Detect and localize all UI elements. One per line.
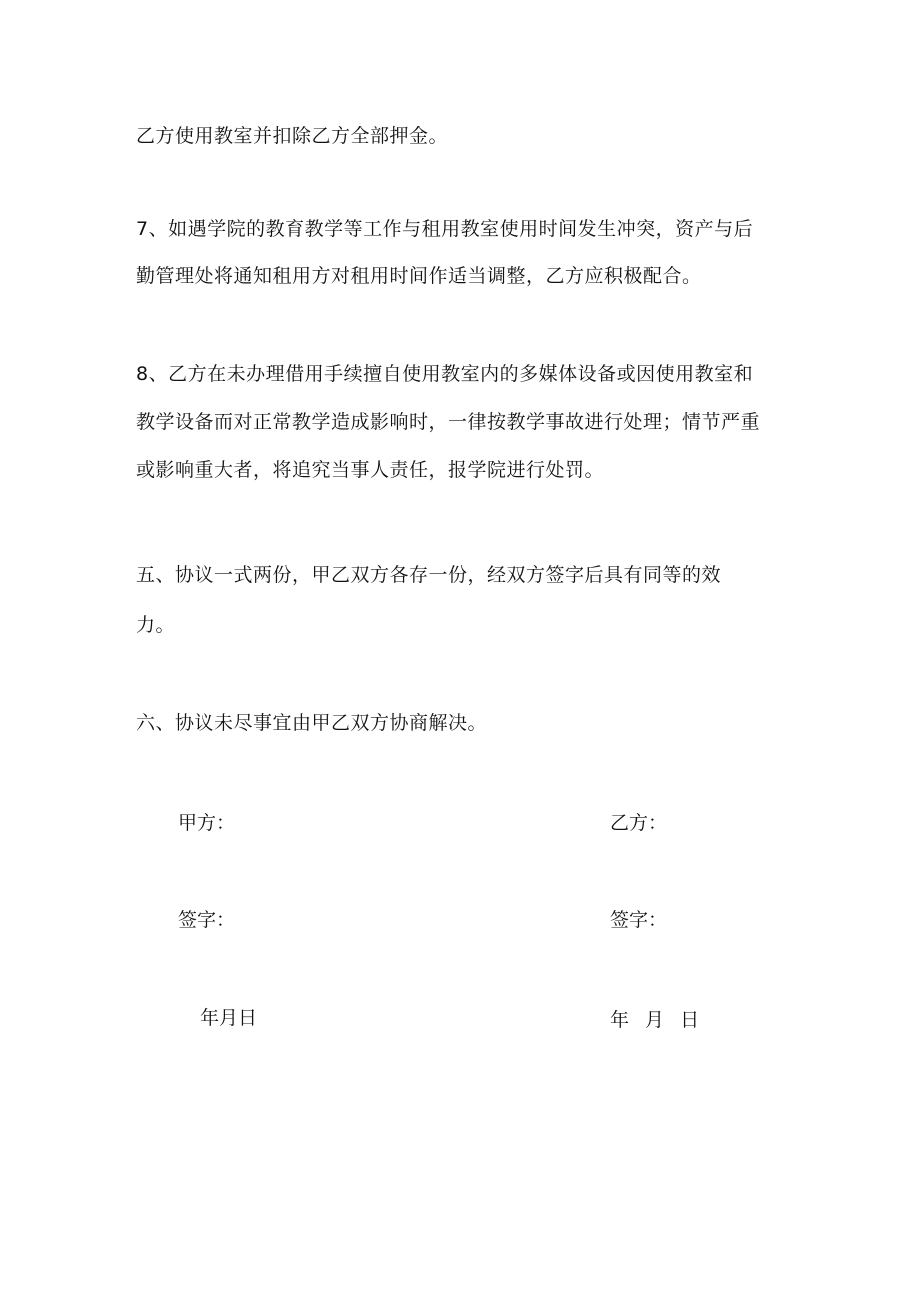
section-6-line-1: 六、协议未尽事宜由甲乙双方协商解决。 (136, 712, 488, 734)
section-5-line-1: 五、协议一式两份，甲乙双方各存一份，经双方签字后具有同等的效 (136, 564, 722, 586)
party-a-signature-label: 签字： (178, 909, 236, 931)
clause-7-line-1: 7、如遇学院的教育教学等工作与租用教室使用时间发生冲突，资产与后 (136, 218, 754, 240)
clause-8-line-2: 教学设备而对正常教学造成影响时，一律按教学事故进行处理；情节严重 (136, 411, 761, 433)
section-5-line-2: 力。 (136, 614, 176, 636)
clause-8-line-3: 或影响重大者，将追究当事人责任，报学院进行处罚。 (136, 459, 605, 481)
clause-8-line-1: 8、乙方在未办理借用手续擅自使用教室内的多媒体设备或因使用教室和 (136, 363, 754, 385)
clause-6-tail-line-1: 乙方使用教室并扣除乙方全部押金。 (136, 125, 449, 147)
party-a-label: 甲方： (178, 812, 236, 834)
party-a-date-label: 年月日 (200, 1007, 258, 1029)
clause-7-line-2: 勤管理处将通知租用方对租用时间作适当调整，乙方应积极配合。 (136, 265, 702, 287)
party-b-label: 乙方： (610, 812, 668, 834)
party-b-date-label: 年 月 日 (610, 1009, 700, 1031)
party-b-signature-label: 签字： (610, 909, 668, 931)
